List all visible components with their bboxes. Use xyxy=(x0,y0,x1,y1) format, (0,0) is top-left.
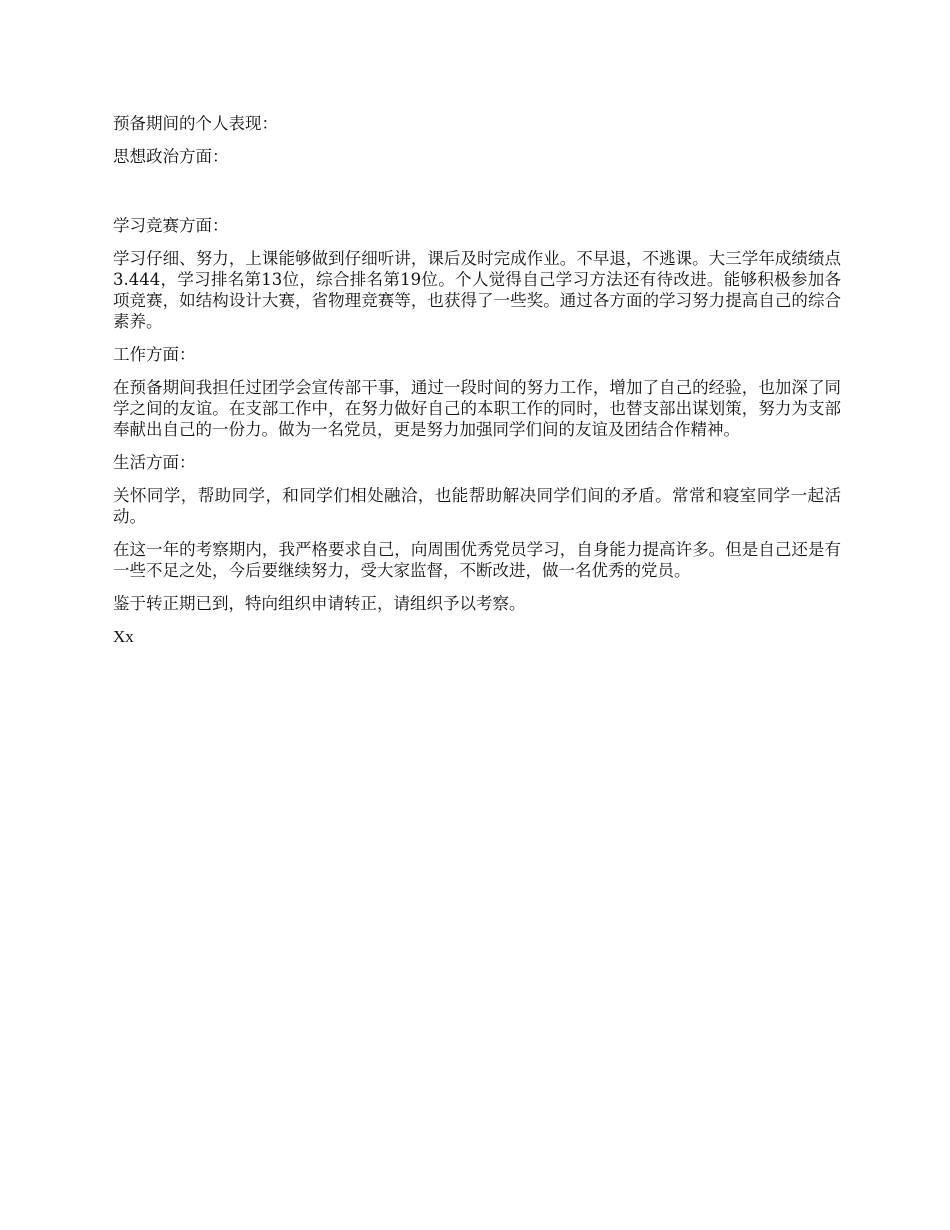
blank-section-body xyxy=(113,179,841,215)
self-evaluation-paragraph: 在这一年的考察期内，我严格要求自己，向周围优秀党员学习，自身能力提高许多。但是自己还是有一些不足之处，今后要继续努力，受大家监督，不断改进，做一名优秀的党员。 xyxy=(113,540,841,580)
signature: Xx xyxy=(113,627,134,646)
application-paragraph: 鉴于转正期已到，特向组织申请转正，请组织予以考察。 xyxy=(113,594,526,613)
section-title-politics: 思想政治方面： xyxy=(113,147,229,166)
document-heading: 预备期间的个人表现： xyxy=(113,114,278,133)
section-title-study: 学习竞赛方面： xyxy=(113,216,229,235)
section-title-work: 工作方面： xyxy=(113,345,196,364)
section-title-life: 生活方面： xyxy=(113,453,196,472)
work-paragraph: 在预备期间我担任过团学会宣传部干事，通过一段时间的努力工作，增加了自己的经验，也加深了同学之间的友谊。在支部工作中，在努力做好自己的本职工作的同时，也替支部出谋划策，努力为支部奉献出自己的一份力。做为一名党员，更是努力加强同学们间的友谊及团结合作精神。 xyxy=(113,378,841,439)
life-paragraph: 关怀同学，帮助同学，和同学们相处融洽，也能帮助解决同学们间的矛盾。常常和寝室同学一起活动。 xyxy=(113,486,841,526)
document-page xyxy=(113,113,841,648)
study-paragraph: 学习仔细、努力，上课能够做到仔细听讲，课后及时完成作业。不早退，不逃课。大三学年成绩绩点3.444，学习排名第13位，综合排名第19位。个人觉得自己学习方法还有待改进。能够积极参加各项竞赛，如结构设计大赛，省物理竞赛等，也获得了一些奖。通过各方面的学习努力提高自己的综合素养。 xyxy=(113,249,841,331)
